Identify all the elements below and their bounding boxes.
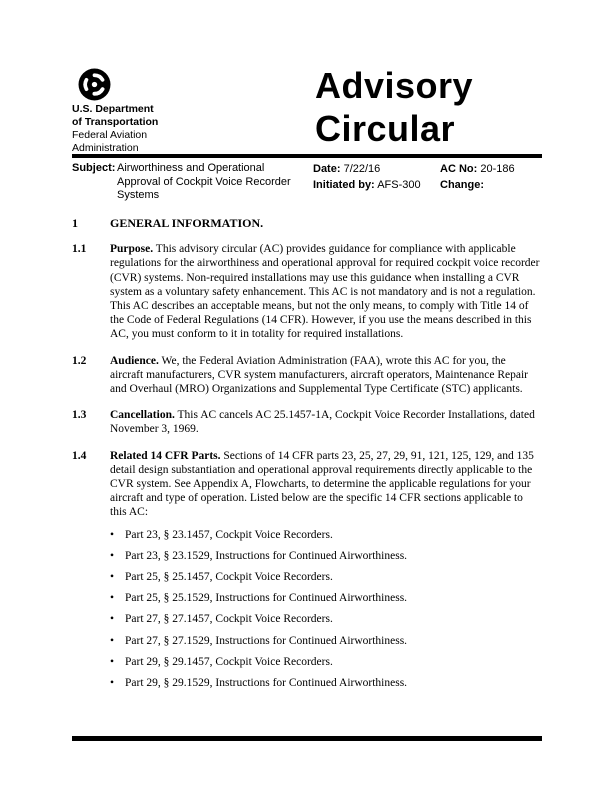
change-line <box>440 178 542 194</box>
paragraph-number: 1.3 <box>72 409 87 422</box>
initiated-by-line <box>313 178 439 194</box>
date-column <box>313 162 439 193</box>
cfr-bullet-list <box>72 528 542 691</box>
list-item <box>110 612 542 626</box>
bullet-icon: • <box>110 592 115 605</box>
date-label: Date: <box>313 163 341 175</box>
paragraph-1-3 <box>72 408 542 436</box>
section-number: 1 <box>72 216 78 230</box>
list-item-text: Part 29, § 29.1457, Cockpit Voice Recorders. <box>125 655 333 668</box>
doc-title-line-1: Advisory <box>315 65 474 106</box>
paragraph-1-2 <box>72 354 542 397</box>
agency-block <box>72 68 158 155</box>
ac-no-column <box>440 162 542 193</box>
paragraph-number: 1.1 <box>72 243 87 256</box>
bullet-icon: • <box>110 571 115 584</box>
bullet-icon: • <box>110 655 115 668</box>
ac-no-value: 20-186 <box>480 163 515 175</box>
initiated-by-value: AFS-300 <box>377 178 421 191</box>
list-item <box>110 676 542 690</box>
paragraph-1-4 <box>72 449 542 520</box>
paragraph-lead: Purpose. <box>110 243 154 256</box>
date-value: 7/22/16 <box>343 163 381 175</box>
us-dot-logo-icon <box>78 68 111 101</box>
paragraph-text: This advisory circular (AC) provides guidance for compliance with applicable regulations for the airworthiness and operational approval for required cockpit voice recorder (CVR) systems. Non-required installations may use this guidance when installing a CVR system as a voluntary safety enhancement. This AC is not mandatory and is not a regulation. This AC describes an acceptable means, but not the only means, to comply with Title 14 of the Code of Federal Regulations (14 CFR). However, if you use the means described in this AC, you must conform to it in totality for required installations. <box>110 243 540 341</box>
list-item-text: Part 27, § 27.1529, Instructions for Continued Airworthiness. <box>125 634 408 647</box>
change-label: Change: <box>440 178 484 191</box>
subject-column <box>72 162 312 203</box>
section-heading <box>72 216 542 230</box>
list-item <box>110 570 542 584</box>
paragraph-number: 1.2 <box>72 354 87 367</box>
paragraph-text: This AC cancels AC 25.1457-1A, Cockpit Voice Recorder Installations, dated November 3, 1969. <box>110 409 535 436</box>
paragraph-lead: Related 14 CFR Parts. <box>110 449 221 462</box>
list-item-text: Part 23, § 23.1457, Cockpit Voice Recorders. <box>125 528 333 541</box>
list-item-text: Part 27, § 27.1457, Cockpit Voice Recorders. <box>125 613 333 626</box>
paragraph-body <box>110 449 540 520</box>
paragraph-body <box>110 354 540 397</box>
bullet-icon: • <box>110 549 115 562</box>
agency-sub-line-1: Federal Aviation <box>72 129 148 141</box>
paragraph-1-1 <box>72 242 542 341</box>
list-item <box>110 549 542 563</box>
paragraph-text: Sections of 14 CFR parts 23, 25, 27, 29, 91, 121, 125, 129, and 135 detail design substantiation and operational approval requirements directly applicable to the CVR system. See Appendix A, Flowcharts, to determine the applicable regulations for your aircraft and type of operation. Listed below are the specific 14 CFR sections applicable to this AC: <box>110 449 534 519</box>
subject-value: Airworthiness and Operational Approval of Cockpit Voice Recorder Systems <box>117 162 291 201</box>
section-title: GENERAL INFORMATION. <box>110 216 264 230</box>
paragraph-lead: Cancellation. <box>110 409 175 422</box>
bullet-icon: • <box>110 634 115 647</box>
bullet-icon: • <box>110 677 115 690</box>
paragraph-body <box>110 408 540 436</box>
list-item <box>110 528 542 542</box>
date-line <box>313 162 439 178</box>
document-body <box>72 216 542 697</box>
header-rule <box>72 154 542 158</box>
agency-sub-line-2: Administration <box>72 142 139 154</box>
masthead <box>72 65 542 156</box>
bullet-icon: • <box>110 613 115 626</box>
doc-title-line-2: Circular <box>315 108 456 149</box>
list-item <box>110 591 542 605</box>
agency-name <box>72 103 158 155</box>
initiated-by-label: Initiated by: <box>313 178 375 191</box>
subject-label: Subject: <box>72 162 116 174</box>
footer-rule <box>72 736 542 741</box>
list-item-text: Part 29, § 29.1529, Instructions for Continued Airworthiness. <box>125 677 408 690</box>
list-item <box>110 655 542 669</box>
list-item-text: Part 23, § 23.1529, Instructions for Continued Airworthiness. <box>125 549 408 562</box>
bullet-icon: • <box>110 528 115 541</box>
ac-no-label: AC No: <box>440 163 478 175</box>
agency-dept-line-2: of Transportation <box>72 116 159 128</box>
paragraph-lead: Audience. <box>110 354 159 367</box>
agency-dept-line-1: U.S. Department <box>72 103 154 115</box>
doc-title <box>315 64 473 150</box>
paragraph-text: We, the Federal Aviation Administration (FAA), wrote this AC for you, the aircraft manufacturers, CVR system manufacturers, aircraft operators, Maintenance Repair and Overhaul (MRO) Organizations and Supplemental Type Certificate (STC) applicants. <box>110 354 528 396</box>
paragraph-body <box>110 242 540 341</box>
paragraph-number: 1.4 <box>72 449 87 462</box>
ac-no-line <box>440 162 542 178</box>
list-item <box>110 634 542 648</box>
list-item-text: Part 25, § 25.1529, Instructions for Continued Airworthiness. <box>125 592 408 605</box>
list-item-text: Part 25, § 25.1457, Cockpit Voice Recorders. <box>125 571 333 584</box>
